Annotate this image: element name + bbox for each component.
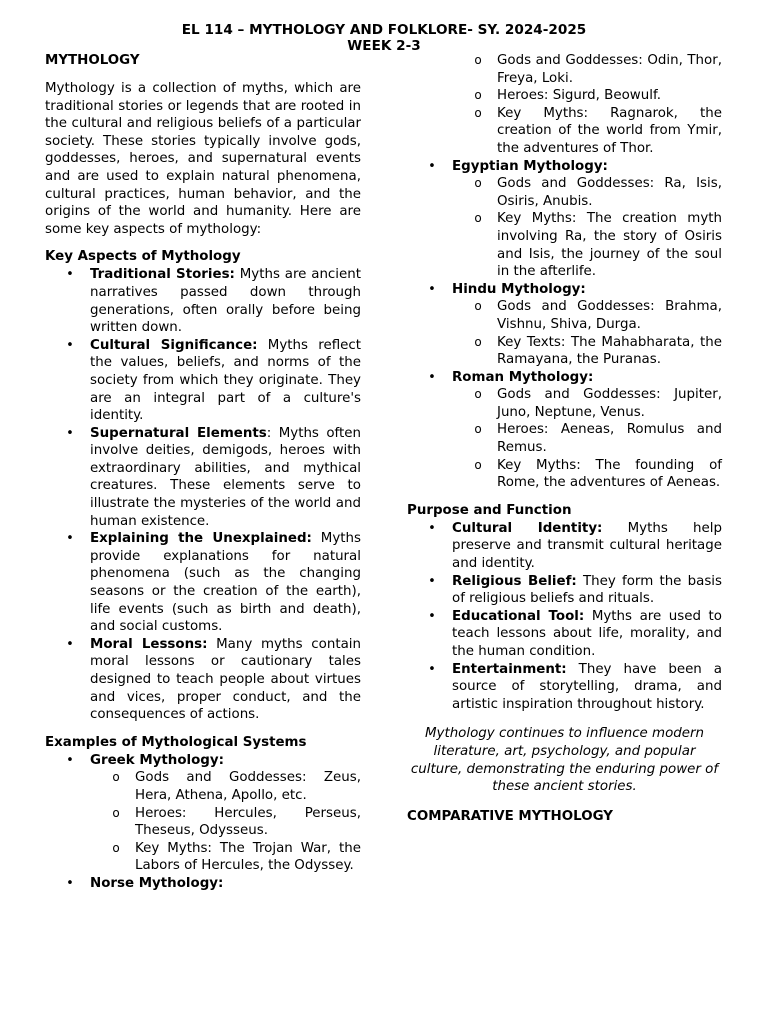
sub-list-item: o Heroes: Hercules, Perseus, Theseus, Odysseus. [112, 805, 361, 839]
sub-list-item: o Key Myths: Ragnarok, the creation of the world from Ymir, the adventures of Thor. [474, 105, 722, 156]
list-item: • Supernatural Elements: Myths often involve deities, demigods, heroes with extraordinary abilities, and mythical creatures. These elements serve to illustrate the mysteries of the world and human existence. [66, 425, 361, 529]
left-column [45, 52, 361, 893]
list-item-hindu: • Hindu Mythology: o Gods and Goddesses: Brahma, Vishnu, Shiva, Durga. o Key Texts: The Mahabharata, the Ramayana, the Puranas. [407, 281, 722, 369]
circle-bullet-icon: o [474, 105, 482, 120]
circle-bullet-icon: o [112, 805, 120, 820]
list-item-greek: • Greek Mythology: o Gods and Goddesses: Zeus, Hera, Athena, Apollo, etc. o Heroes: Hercules, Perseus, Theseus, Odysseus. o Key Myths: The Trojan War, the Labors of Hercules, the Odyssey. [45, 752, 361, 875]
egyptian-sublist [407, 175, 722, 281]
norse-sublist [407, 52, 722, 158]
greek-sublist [45, 769, 361, 875]
list-item: • Cultural Identity: Myths help preserve and transmit cultural heritage and identity. [428, 520, 722, 572]
week-label: WEEK 2-3 [347, 38, 421, 54]
list-item: • Entertainment: They have been a source of storytelling, drama, and artistic inspiration throughout history. [428, 661, 722, 712]
circle-bullet-icon: o [474, 299, 482, 314]
circle-bullet-icon: o [112, 840, 120, 855]
sub-list-item: o Gods and Goddesses: Jupiter, Juno, Neptune, Venus. [474, 387, 722, 420]
circle-bullet-icon: o [112, 770, 120, 785]
sub-list-item: o Gods and Goddesses: Brahma, Vishnu, Shiva, Durga. [474, 299, 722, 332]
list-item: • Cultural Significance: Myths reflect the values, beliefs, and norms of the society from which they originate. They are an integral part of a culture's identity. [66, 337, 361, 424]
bullet-icon: • [428, 608, 436, 624]
circle-bullet-icon: o [474, 176, 482, 191]
hindu-sublist [407, 298, 722, 368]
sub-list-item: o Gods and Goddesses: Ra, Isis, Osiris, Anubis. [474, 176, 722, 209]
examples-heading: Examples of Mythological Systems [45, 734, 307, 750]
course-title: EL 114 – MYTHOLOGY AND FOLKLORE- SY. 2024-2025 [181, 22, 587, 38]
mythology-systems-list-cont [407, 52, 722, 492]
sub-list-item: o Key Myths: The founding of Rome, the adventures of Aeneas. [474, 457, 722, 491]
circle-bullet-icon: o [474, 422, 482, 437]
list-item: • Religious Belief: They form the basis of religious beliefs and rituals. [428, 573, 723, 607]
list-item-egyptian: • Egyptian Mythology: o Gods and Goddesses: Ra, Isis, Osiris, Anubis. o Key Myths: The creation myth involving Ra, the story of Osiris and Isis, the journey of the soul in the afterlife. [407, 158, 722, 281]
key-aspects-heading: Key Aspects of Mythology [45, 249, 241, 265]
sub-list-item: o Gods and Goddesses: Odin, Thor, Freya, Loki. [474, 53, 722, 86]
circle-bullet-icon: o [474, 88, 482, 103]
list-item: • Moral Lessons: Many myths contain moral lessons or cautionary tales designed to teach people about virtues and vices, proper conduct, and the consequences of actions. [66, 636, 362, 723]
roman-sublist [407, 386, 722, 492]
list-item-roman: • Roman Mythology: o Gods and Goddesses: Jupiter, Juno, Neptune, Venus. o Heroes: Aeneas, Romulus and Remus. o Key Myths: The founding of Rome, the adventures of Aeneas. [407, 369, 722, 492]
bullet-icon: • [66, 531, 74, 547]
bullet-icon: • [66, 752, 74, 768]
list-item: • Traditional Stories: Myths are ancient narratives passed down through generations, often orally before being written down. [66, 267, 361, 336]
bullet-icon: • [66, 425, 74, 441]
sub-list-item: o Key Myths: The creation myth involving Ra, the story of Osiris and Isis, the journey of the soul in the afterlife. [474, 211, 722, 280]
key-aspects-list [45, 266, 361, 723]
intro-paragraph: Mythology is a collection of myths, which are traditional stories or legends that are rooted in the cultural and religious beliefs of a particular society. These stories typically involve gods, goddesses, heroes, and supernatural events and are used to explain natural phenomena, cultural practices, human behavior, and the origins of the world and humanity. Here are some key aspects of mythology: [45, 81, 361, 237]
sub-list-item: o Heroes: Aeneas, Romulus and Remus. [474, 422, 722, 456]
bullet-icon: • [66, 267, 74, 283]
list-item-norse: • Norse Mythology: [66, 875, 224, 891]
bullet-icon: • [428, 369, 436, 385]
circle-bullet-icon: o [474, 457, 482, 472]
sub-list-item: o Heroes: Sigurd, Beowulf. [474, 88, 661, 104]
sub-list-item: o Key Myths: The Trojan War, the Labors of Hercules, the Odyssey. [112, 840, 361, 874]
norse-continued [407, 52, 722, 158]
circle-bullet-icon: o [474, 211, 482, 226]
bullet-icon: • [428, 158, 436, 174]
purpose-heading: Purpose and Function [407, 502, 572, 518]
sub-list-item: o Key Texts: The Mahabharata, the Ramayana, the Puranas. [474, 334, 722, 368]
list-item: • Educational Tool: Myths are used to teach lessons about life, morality, and the human condition. [428, 608, 722, 659]
right-column [407, 52, 722, 826]
bullet-icon: • [428, 281, 436, 297]
purpose-list [407, 520, 722, 714]
section-title-mythology: MYTHOLOGY [45, 53, 140, 68]
circle-bullet-icon: o [474, 53, 482, 67]
sub-list-item: o Gods and Goddesses: Zeus, Hera, Athena, Apollo, etc. [112, 770, 361, 803]
mythology-systems-list [45, 752, 361, 893]
bullet-icon: • [66, 337, 74, 353]
closing-statement: Mythology continues to influence modern literature, art, psychology, and popular culture, demonstrating the enduring power of these ancient stories. [410, 726, 719, 795]
bullet-icon: • [66, 875, 74, 891]
bullet-icon: • [428, 661, 436, 677]
circle-bullet-icon: o [474, 387, 482, 402]
list-item: • Explaining the Unexplained: Myths provide explanations for natural phenomena (such as the changing seasons or the creation of the earth), life events (such as birth and death), and social customs. [66, 531, 362, 635]
comparative-mythology-heading: COMPARATIVE MYTHOLOGY [407, 808, 613, 824]
bullet-icon: • [66, 636, 74, 652]
bullet-icon: • [428, 573, 436, 589]
bullet-icon: • [428, 520, 436, 536]
circle-bullet-icon: o [474, 334, 482, 349]
